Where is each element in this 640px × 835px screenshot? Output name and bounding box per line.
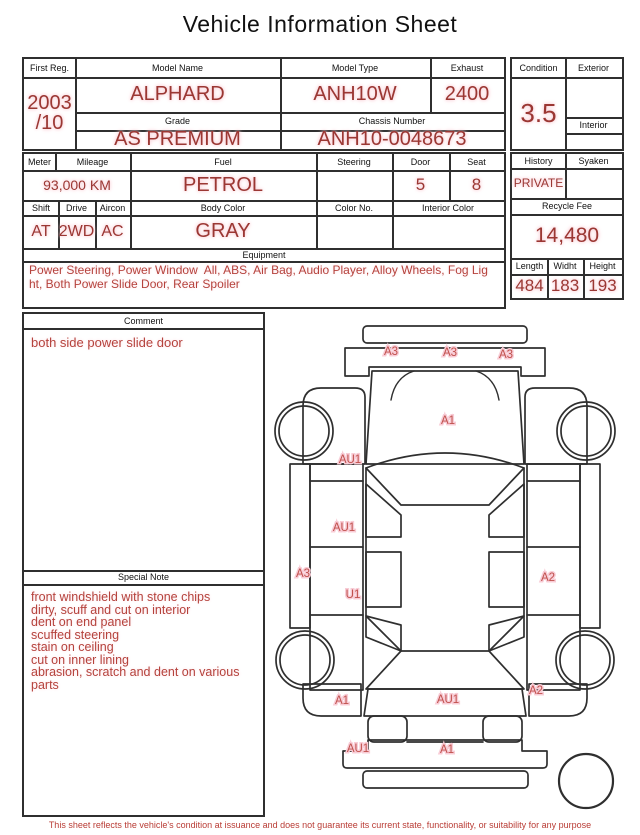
- special-note-line: dirty, scuff and cut on interior: [31, 602, 191, 617]
- wheel-front-left: [275, 402, 333, 460]
- height-label: Height: [589, 261, 616, 271]
- wheel-front-right-inner: [561, 406, 611, 456]
- exterior-label: Exterior: [577, 63, 609, 73]
- drive-label: Drive: [65, 202, 87, 213]
- rear-hatch-shape: [364, 689, 526, 716]
- width-label: Widht: [553, 261, 577, 271]
- shift-label: Shift: [31, 202, 50, 213]
- history-value: PRIVATE: [513, 176, 564, 190]
- equipment-text-line: Power Steering, Power Window All, ABS, Air Bag, Audio Player, Alloy Wheels, Fog Lig: [29, 263, 488, 277]
- hood-shape: [366, 371, 524, 464]
- seat-value: 8: [471, 175, 482, 194]
- color-no-value: [316, 215, 392, 248]
- body-color-value: GRAY: [195, 220, 251, 242]
- divider: [24, 328, 263, 330]
- damage-code-label: A3: [442, 347, 458, 359]
- length-label: Length: [515, 261, 544, 271]
- divider: [24, 584, 263, 586]
- aircon-value: AC: [101, 222, 124, 240]
- mileage-value: 93,000 KM: [43, 177, 111, 193]
- first-reg-value: [24, 77, 75, 149]
- color-no-label: Color No.: [334, 202, 373, 213]
- front-bumper-shape: [345, 348, 545, 376]
- first-reg-year: 2003: [27, 91, 72, 114]
- comment-box: [22, 312, 265, 817]
- special-note-label: Special Note: [117, 572, 170, 582]
- interior-label: Interior: [579, 120, 608, 130]
- identity-table: [22, 57, 506, 151]
- special-note-line: scuffed steering: [31, 627, 120, 642]
- steering-value: [316, 170, 392, 200]
- door-divider-left: [310, 481, 363, 615]
- special-note-line: abrasion, scratch and dent on various: [31, 665, 240, 679]
- equipment-value: [24, 261, 504, 307]
- sill-right: [580, 464, 600, 628]
- special-note-line: dent on end panel: [31, 615, 132, 629]
- page-title: Vehicle Information Sheet: [182, 11, 458, 37]
- drive-value: 2WD: [58, 222, 95, 240]
- recycle-fee-value: 14,480: [534, 224, 600, 247]
- hood-arc-left: [391, 371, 414, 400]
- spec-table: [22, 152, 506, 309]
- door-value: 5: [415, 175, 426, 194]
- grade-label: Grade: [164, 116, 190, 126]
- mileage-label: Mileage: [76, 157, 109, 167]
- tail-light-right: [483, 716, 522, 742]
- wheel-rear-right: [556, 631, 614, 689]
- damage-code-label: AU1: [346, 743, 370, 755]
- damage-code-label: A1: [334, 695, 350, 707]
- equipment-text-line: ht, Both Power Slide Door, Rear Spoiler: [29, 276, 240, 291]
- damage-code-label: A1: [440, 415, 456, 427]
- damage-code-label: A3: [295, 568, 311, 580]
- first-reg-month: /10: [35, 112, 64, 134]
- roof-edge-right: [489, 468, 524, 651]
- disclaimer-text: This sheet reflects the vehicle's condition at issuance and does not guarantee its current state, functionality, or suitability for any purpose: [48, 820, 592, 830]
- tail-light-left: [368, 716, 407, 742]
- model-name-label: Model Name: [151, 63, 204, 73]
- aircon-label: Aircon: [99, 202, 126, 213]
- exterior-value: [565, 77, 622, 117]
- damage-code-label: U1: [345, 589, 361, 601]
- special-note-line: cut on inner lining: [31, 652, 129, 667]
- wheel-rear-left: [276, 631, 334, 689]
- damage-code-labels: [296, 346, 555, 756]
- door-panels-right: [527, 464, 580, 690]
- front-lip-shape: [363, 326, 527, 343]
- front-fender-right: [525, 388, 587, 464]
- roof-edge-left: [366, 468, 401, 651]
- wheel-front-left-inner: [279, 406, 329, 456]
- car-outline: [275, 326, 615, 808]
- wheel-rear-right-inner: [560, 635, 610, 685]
- model-type-value: ANH10W: [313, 83, 397, 105]
- shift-value: AT: [31, 222, 51, 240]
- interior-value: [565, 133, 622, 149]
- chassis-number-value: ANH10-0048673: [317, 128, 467, 150]
- history-fee-table: [510, 152, 624, 300]
- chassis-number-label: Chassis Number: [358, 116, 426, 126]
- interior-color-value: [392, 215, 504, 248]
- special-note-line: front windshield with stone chips: [31, 590, 211, 604]
- special-note-text: [31, 591, 259, 691]
- length-value: 484: [515, 276, 544, 295]
- comment-text: both side power slide door: [31, 335, 183, 350]
- body-color-label: Body Color: [200, 202, 246, 213]
- model-type-label: Model Type: [331, 63, 379, 73]
- fuel-label: Fuel: [214, 157, 232, 167]
- roof-cutout: [489, 552, 524, 607]
- width-value: 183: [550, 276, 580, 295]
- roof-cutout: [489, 616, 524, 651]
- damage-code-label: A2: [528, 685, 544, 697]
- first-reg-label: First Reg.: [29, 63, 69, 73]
- special-note-line: stain on ceiling: [31, 640, 114, 654]
- sill-left: [290, 464, 310, 628]
- syaken-label: Syaken: [578, 156, 609, 166]
- rear-bumper-shape: [343, 740, 547, 768]
- damage-code-label: AU1: [436, 694, 460, 706]
- door-panels-left: [310, 464, 363, 690]
- roof-cutout: [366, 552, 401, 607]
- fuel-value: PETROL: [182, 173, 264, 196]
- hood-arc-right: [476, 371, 499, 400]
- special-note-line: parts: [31, 677, 59, 692]
- door-divider-right: [527, 481, 580, 615]
- damage-code-label: A3: [498, 349, 514, 361]
- history-label: History: [524, 156, 553, 166]
- damage-code-label: AU1: [332, 522, 356, 534]
- roof-cutout: [489, 484, 524, 537]
- rear-lip-shape: [363, 771, 528, 788]
- interior-color-label: Interior Color: [421, 202, 475, 213]
- equipment-label: Equipment: [242, 249, 286, 260]
- grade-value: AS PREMIUM: [114, 128, 241, 150]
- model-name-value: ALPHARD: [130, 83, 225, 105]
- front-fender-left: [303, 388, 365, 464]
- comment-label: Comment: [123, 316, 163, 326]
- condition-label: Condition: [519, 63, 558, 73]
- seat-label: Seat: [467, 157, 486, 167]
- damage-code-label: A3: [383, 346, 399, 358]
- roof-cutout: [366, 616, 401, 651]
- rear-fender-left: [303, 684, 361, 716]
- condition-table: [510, 57, 624, 151]
- rear-glass-shape: [366, 651, 524, 689]
- steering-label: Steering: [337, 157, 371, 167]
- damage-code-label: A2: [540, 572, 556, 584]
- meter-label: Meter: [27, 157, 51, 167]
- exhaust-value: 2400: [444, 83, 490, 105]
- recycle-fee-label: Recycle Fee: [541, 201, 593, 211]
- wheel-front-right: [557, 402, 615, 460]
- damage-code-label: AU1: [338, 454, 362, 466]
- rear-fender-right: [529, 684, 587, 716]
- spare-wheel: [559, 754, 613, 808]
- wheel-rear-left-inner: [280, 635, 330, 685]
- height-value: 193: [588, 276, 617, 295]
- windshield-shape: [366, 453, 524, 505]
- exhaust-label: Exhaust: [450, 63, 484, 73]
- roof-cutout: [366, 484, 401, 537]
- condition-value: 3.5: [520, 97, 557, 128]
- syaken-value: [565, 168, 622, 198]
- damage-code-label: A1: [439, 744, 455, 756]
- door-label: Door: [410, 157, 431, 167]
